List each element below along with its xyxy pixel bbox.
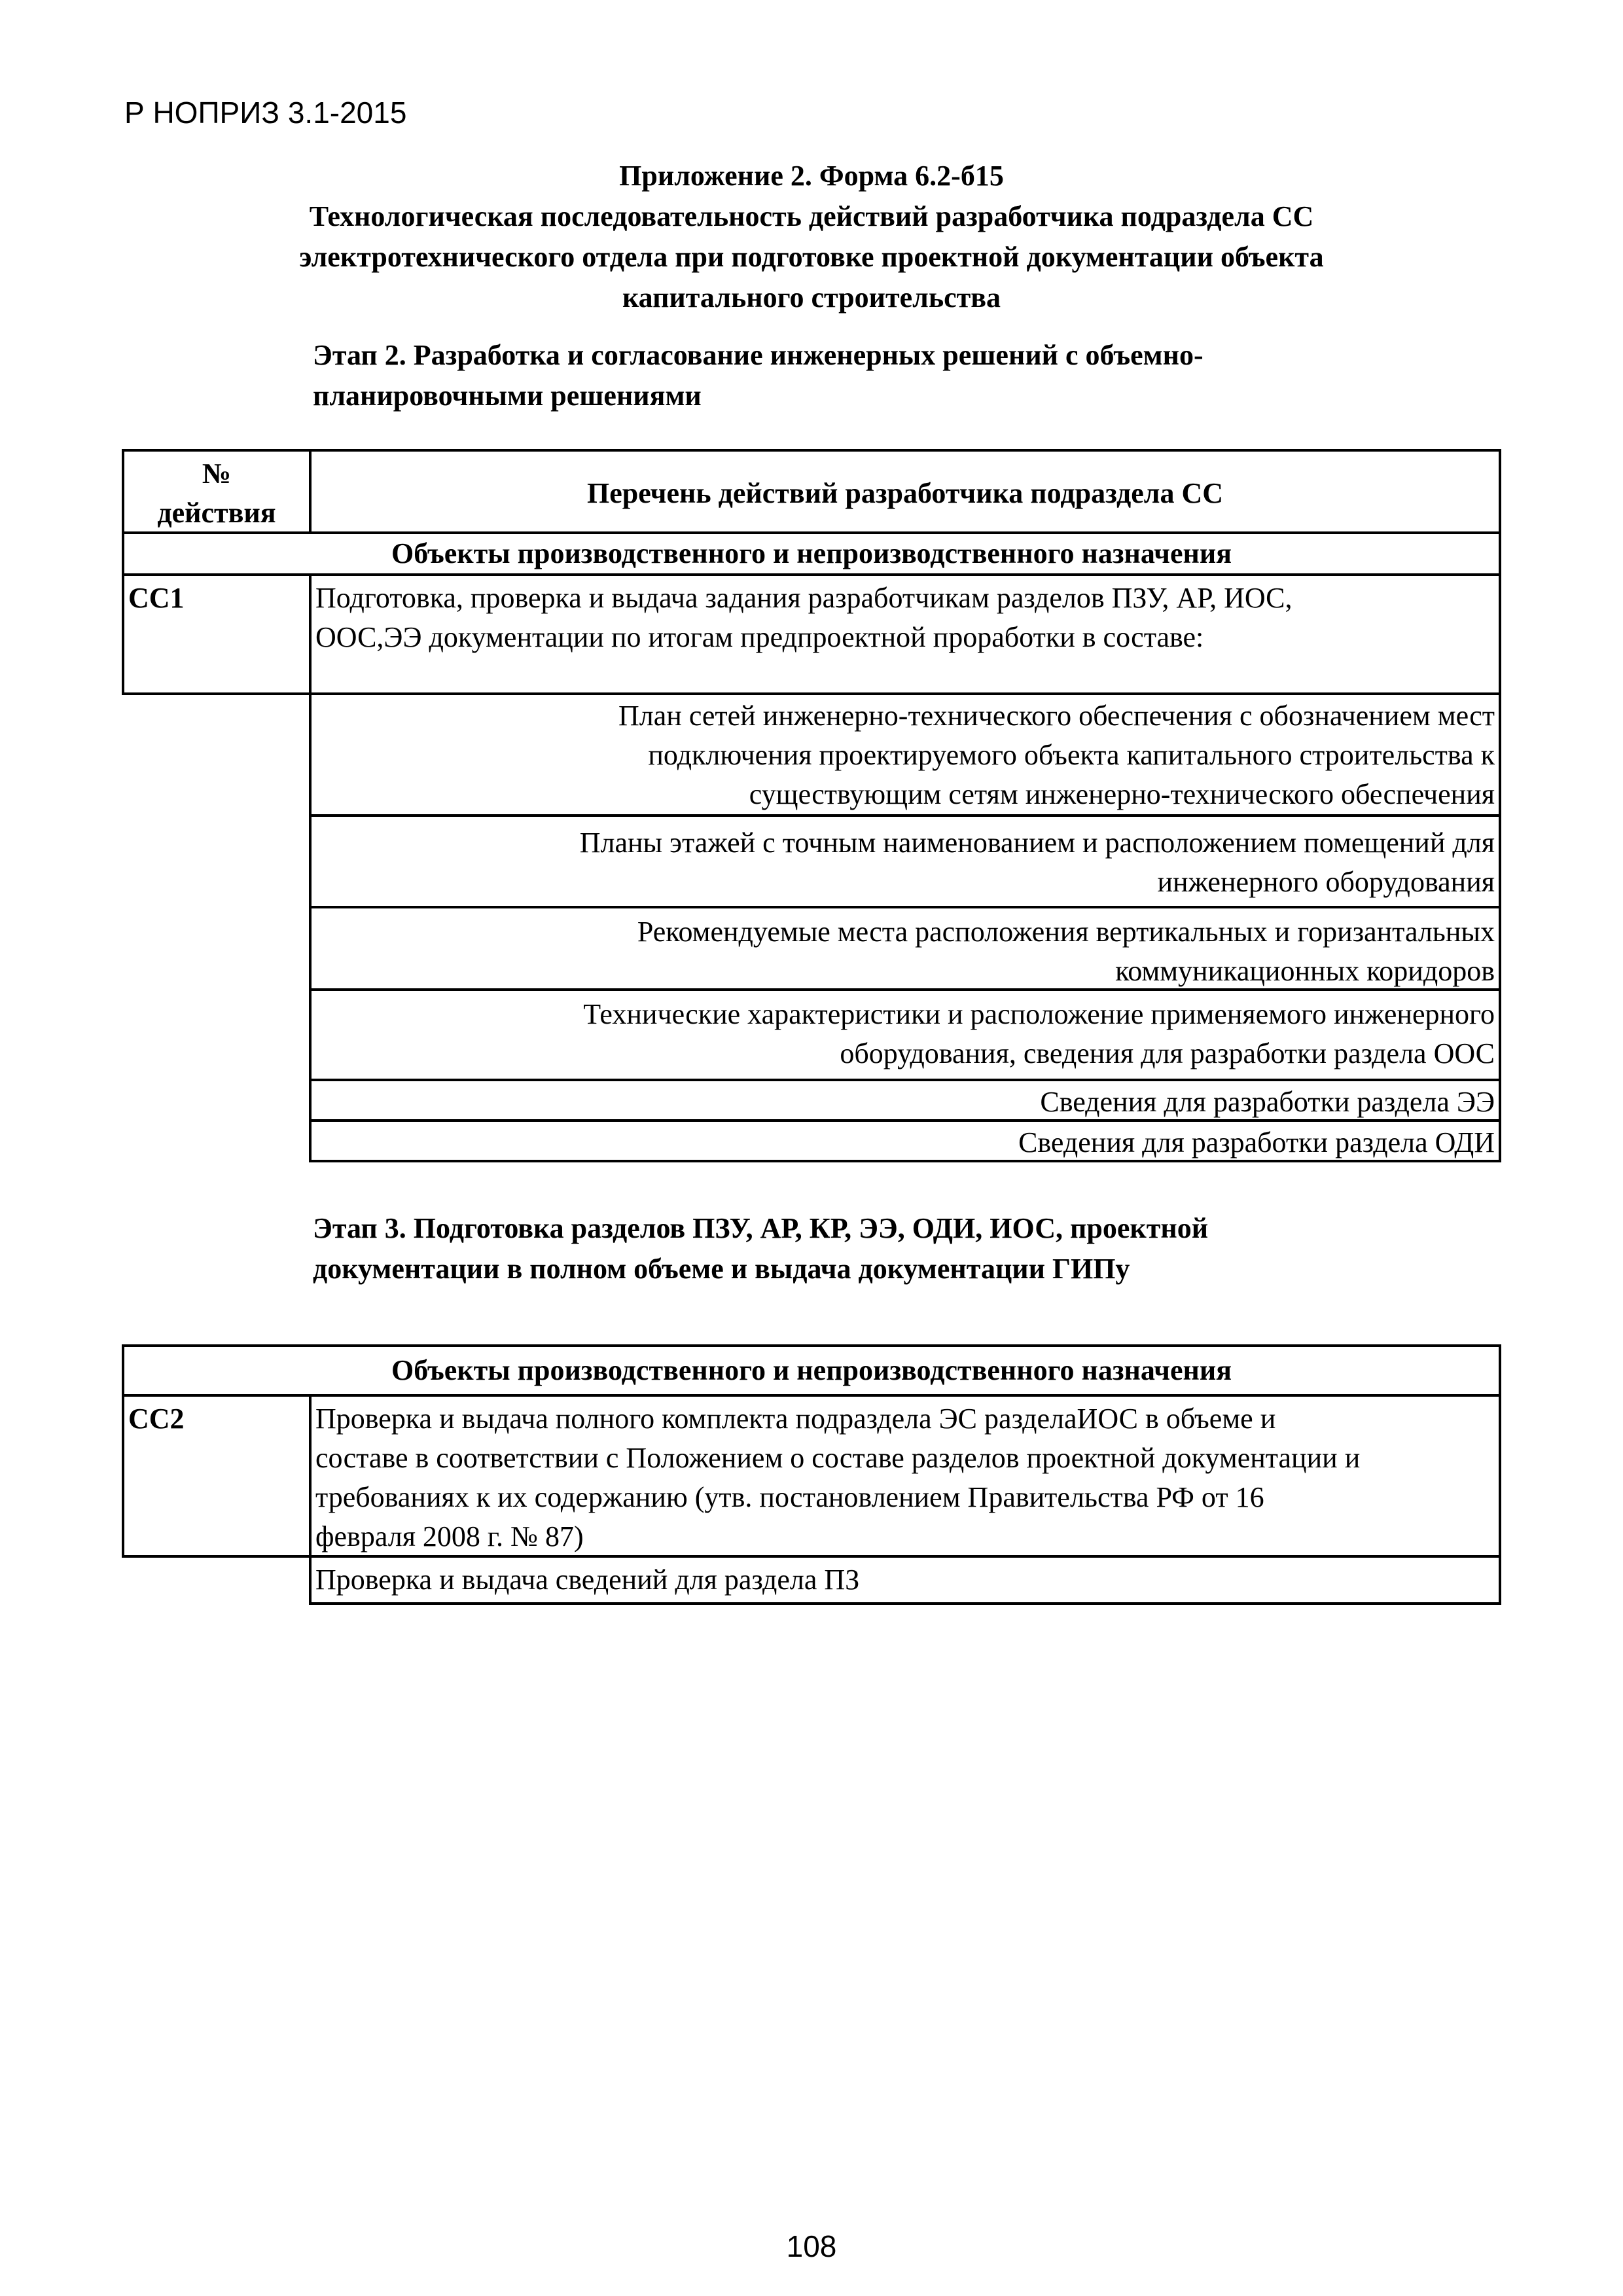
stage2-title-line: планировочными решениями: [313, 380, 702, 412]
document-code: Р НОПРИЗ 3.1-2015: [124, 96, 407, 130]
action-code: СС1: [128, 582, 185, 614]
document-title-line: электротехнического отдела при подготовке проектной документации объекта: [299, 241, 1324, 273]
document-title-line: капитального строительства: [622, 281, 1001, 314]
section-row: [122, 531, 1501, 576]
sub-item-line: Сведения для разработки раздела ОДИ: [1018, 1126, 1495, 1158]
header-action-list: [309, 449, 1501, 534]
sub-item-line: коммуникационных коридоров: [1115, 955, 1495, 987]
header-action-number: [122, 449, 312, 534]
action-code-cell: [122, 1394, 312, 1558]
header-number-label: действия: [157, 497, 276, 529]
sub-item: [309, 692, 1501, 817]
sub-item-line: подключения проектируемого объекта капитального строительства к: [648, 739, 1495, 771]
stage3-title-line: документации в полном объеме и выдача документации ГИПу: [313, 1253, 1130, 1285]
sub-item-line: План сетей инженерно-технического обеспечения с обозначением мест: [618, 700, 1495, 732]
action-text-line: Подготовка, проверка и выдача задания разработчикам разделов ПЗУ, АР, ИОС,: [315, 582, 1293, 614]
sub-item-line: Планы этажей с точным наименованием и расположением помещений для: [579, 827, 1495, 859]
page-number: 108: [786, 2229, 837, 2263]
appendix-title: Приложение 2. Форма 6.2-б15: [619, 160, 1004, 192]
stage3-title: [313, 1208, 1208, 1289]
action-code: СС2: [128, 1403, 185, 1435]
action-text-line: составе в соответствии с Положением о составе разделов проектной документации и: [315, 1442, 1361, 1474]
sub-item-line: инженерного оборудования: [1157, 866, 1495, 898]
header-action-list-label: Перечень действий разработчика подраздела СС: [586, 477, 1224, 509]
action-code-cell: [122, 573, 312, 695]
sub-item-line: существующим сетям инженерно-технического обеспечения: [749, 778, 1495, 810]
sub-item-line: Технические характеристики и расположение применяемого инженерного: [583, 998, 1495, 1030]
sub-item-line: Сведения для разработки раздела ЭЭ: [1040, 1086, 1495, 1118]
extra-item: [309, 1555, 1501, 1605]
document-heading: [124, 156, 1499, 318]
action-text-cell: [309, 1394, 1501, 1558]
section-row: [122, 1344, 1501, 1397]
action-text-line: Проверка и выдача полного комплекта подраздела ЭС разделаИОС в объеме и: [315, 1403, 1276, 1435]
sub-item: [309, 906, 1501, 991]
action-text-line: ООС,ЭЭ документации по итогам предпроектной проработки в составе:: [315, 621, 1204, 653]
sub-item: [309, 988, 1501, 1081]
header-number-sign: №: [202, 457, 232, 490]
sub-item-line: Рекомендуемые места расположения вертикальных и горизантальных: [637, 916, 1495, 948]
stage3-title-line: Этап 3. Подготовка разделов ПЗУ, АР, КР, ЭЭ, ОДИ, ИОС, проектной: [313, 1212, 1209, 1244]
extra-item-text: Проверка и выдача сведений для раздела ПЗ: [315, 1564, 860, 1596]
action-text-line: февраля 2008 г. № 87): [315, 1520, 584, 1552]
sub-item: [309, 1119, 1501, 1162]
sub-item: [309, 814, 1501, 908]
action-text-cell: [309, 573, 1501, 695]
section-title: Объекты производственного и непроизводственного назначения: [391, 537, 1232, 569]
document-title-line: Технологическая последовательность действий разработчика подраздела СС: [309, 200, 1314, 232]
stage2-title-line: Этап 2. Разработка и согласование инженерных решений с объемно-: [313, 339, 1204, 371]
sub-item-line: оборудования, сведения для разработки раздела ООС: [840, 1037, 1495, 1069]
action-text-line: требованиях к их содержанию (утв. постановлением Правительства РФ от 16: [315, 1481, 1264, 1513]
stage2-title: [313, 335, 1204, 416]
sub-item: [309, 1079, 1501, 1122]
section-title: Объекты производственного и непроизводственного назначения: [391, 1354, 1232, 1386]
